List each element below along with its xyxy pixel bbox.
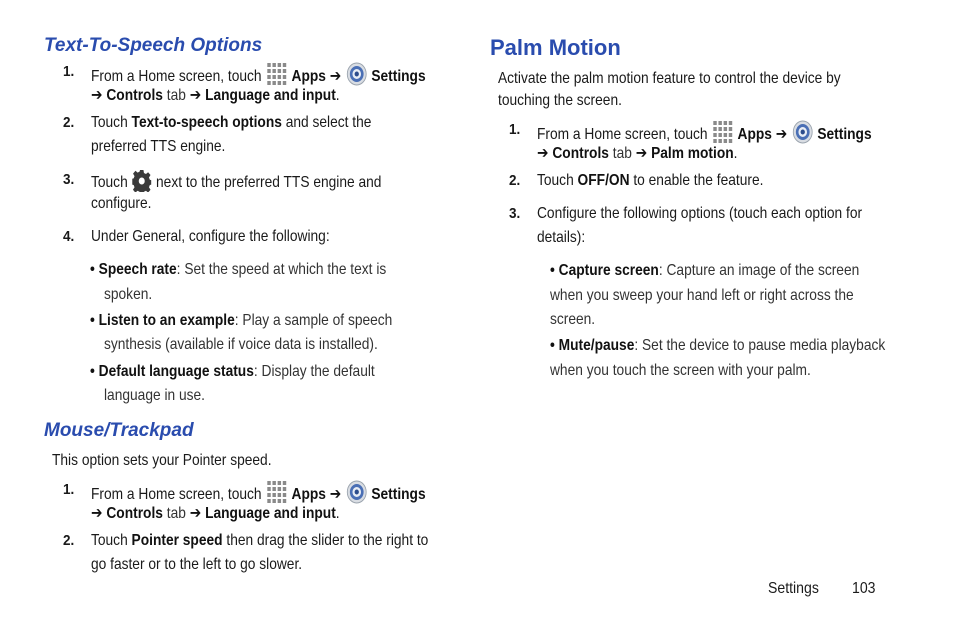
bullet-term: Default language status — [98, 363, 254, 380]
tts-bullet-listen-example: • Listen to an example: Play a sample of speech — [90, 312, 393, 329]
palm-step3-line2: details): — [537, 229, 586, 246]
palm-bullet-capture-screen-cont2: screen. — [550, 311, 596, 328]
palm-step1-settings: Settings — [817, 126, 872, 143]
period: . — [335, 505, 340, 522]
mouse-step2-line1 — [91, 531, 428, 551]
arrow-icon: ➔ — [189, 505, 202, 522]
palm-step1-line1 — [537, 120, 872, 145]
mouse-step1-line1 — [91, 480, 426, 505]
tts-step4-number: 4. — [63, 228, 75, 245]
bullet-desc: : Play a sample of speech — [234, 312, 393, 329]
palm-bullet-capture-screen: • Capture screen: Capture an image of the screen — [550, 262, 860, 279]
footer-section: Settings — [768, 580, 819, 597]
tts-bullet-listen-example-cont: synthesis (available if voice data is installed). — [104, 336, 378, 353]
palm-step1-target: Palm motion — [651, 145, 734, 162]
page-number: 103 — [852, 580, 876, 597]
tts-step1-settings: Settings — [371, 68, 426, 85]
tts-step1-tab: tab — [166, 87, 186, 104]
palm-bullet-mute-pause-cont: when you touch the screen with your palm. — [550, 362, 811, 379]
bullet-term: Capture screen — [558, 262, 659, 279]
bullet-term: Mute/pause — [558, 337, 635, 354]
palm-step2-line1 — [537, 171, 763, 191]
tts-bullet-speech-rate-cont: spoken. — [104, 286, 153, 303]
tts-step2-line1 — [91, 113, 371, 133]
mouse-step2-number: 2. — [63, 532, 75, 549]
tts-bullet-default-language: • Default language status: Display the default — [90, 363, 375, 380]
arrow-icon: ➔ — [91, 505, 103, 522]
palm-bullet-capture-screen-cont1: when you sweep your hand left or right across the — [550, 287, 854, 304]
palm-step3-line1: Configure the following options (touch each option for — [537, 205, 863, 222]
palm-step1-line2 — [537, 144, 737, 164]
tts-heading: Text-To-Speech Options — [44, 35, 263, 56]
palm-step2-text-c: to enable the feature. — [633, 172, 764, 189]
tts-step2-text-a: Touch — [91, 114, 128, 131]
tts-bullet-speech-rate: • Speech rate: Set the speed at which the text is — [90, 261, 387, 278]
palm-step1-controls: Controls — [552, 145, 609, 162]
period: . — [335, 87, 340, 104]
bullet-desc: : Capture an image of the screen — [658, 262, 860, 279]
bullet-desc: : Display the default — [253, 363, 375, 380]
arrow-icon: ➔ — [329, 486, 342, 503]
settings-icon — [346, 62, 367, 86]
bullet-desc: : Set the device to pause media playback — [634, 337, 886, 354]
mouse-step2-text-a: Touch — [91, 532, 128, 549]
period: . — [733, 145, 738, 162]
palm-step2-number: 2. — [509, 172, 521, 189]
tts-step4-line1: Under General, configure the following: — [91, 228, 330, 245]
tts-step1-line2 — [91, 86, 340, 106]
tts-bullet-default-language-cont: language in use. — [104, 387, 205, 404]
tts-step1-apps: Apps — [291, 68, 326, 85]
tts-step3-text-a: Touch — [91, 174, 128, 191]
tts-step2-number: 2. — [63, 114, 75, 131]
settings-icon — [792, 120, 813, 144]
tts-step3-text-b: next to the preferred TTS engine and — [156, 174, 382, 191]
tts-step1-target: Language and input — [205, 87, 336, 104]
palm-step2-term: OFF/ON — [577, 172, 630, 189]
arrow-icon: ➔ — [775, 126, 788, 143]
settings-icon — [346, 480, 367, 504]
mouse-step2-term: Pointer speed — [131, 532, 223, 549]
bullet-term: Listen to an example — [98, 312, 235, 329]
palm-step1-tab: tab — [612, 145, 632, 162]
bullet-desc: : Set the speed at which the text is — [176, 261, 387, 278]
tts-step3-number: 3. — [63, 171, 75, 188]
mouse-heading: Mouse/Trackpad — [44, 420, 194, 441]
mouse-step2-line2: go faster or to the left to go slower. — [91, 556, 303, 573]
tts-step1-text: From a Home screen, touch — [91, 68, 262, 85]
tts-step2-term: Text-to-speech options — [131, 114, 282, 131]
palm-step3-number: 3. — [509, 205, 521, 222]
bullet-term: Speech rate — [98, 261, 177, 278]
arrow-icon: ➔ — [635, 145, 648, 162]
tts-step3-line2: configure. — [91, 195, 152, 212]
mouse-step1-target: Language and input — [205, 505, 336, 522]
mouse-intro: This option sets your Pointer speed. — [52, 452, 272, 469]
palm-intro-line1: Activate the palm motion feature to control the device by — [498, 70, 841, 87]
mouse-step1-settings: Settings — [371, 486, 426, 503]
arrow-icon: ➔ — [91, 87, 103, 104]
mouse-step1-number: 1. — [63, 481, 75, 498]
palm-step2-text-a: Touch — [537, 172, 574, 189]
gear-icon — [132, 170, 151, 192]
tts-step2-line2: preferred TTS engine. — [91, 138, 226, 155]
mouse-step1-apps: Apps — [291, 486, 326, 503]
tts-step1-number: 1. — [63, 63, 75, 80]
apps-grid-icon — [266, 62, 287, 86]
arrow-icon: ➔ — [189, 87, 202, 104]
tts-step3-line1 — [91, 170, 381, 193]
mouse-step1-tab: tab — [166, 505, 186, 522]
apps-grid-icon — [712, 120, 733, 144]
arrow-icon: ➔ — [537, 145, 549, 162]
apps-grid-icon — [266, 480, 287, 504]
tts-step2-text-c: and select the — [285, 114, 372, 131]
palm-bullet-mute-pause: • Mute/pause: Set the device to pause media playback — [550, 337, 886, 354]
palm-step1-apps: Apps — [737, 126, 772, 143]
arrow-icon: ➔ — [329, 68, 342, 85]
palm-heading: Palm Motion — [490, 35, 621, 60]
mouse-step1-controls: Controls — [106, 505, 163, 522]
mouse-step2-text-c: then drag the slider to the right to — [226, 532, 429, 549]
mouse-step1-text: From a Home screen, touch — [91, 486, 262, 503]
palm-intro-line2: touching the screen. — [498, 92, 622, 109]
mouse-step1-line2 — [91, 504, 340, 524]
tts-step1-line1 — [91, 62, 426, 87]
palm-step1-number: 1. — [509, 121, 521, 138]
palm-step1-text: From a Home screen, touch — [537, 126, 708, 143]
tts-step1-controls: Controls — [106, 87, 163, 104]
